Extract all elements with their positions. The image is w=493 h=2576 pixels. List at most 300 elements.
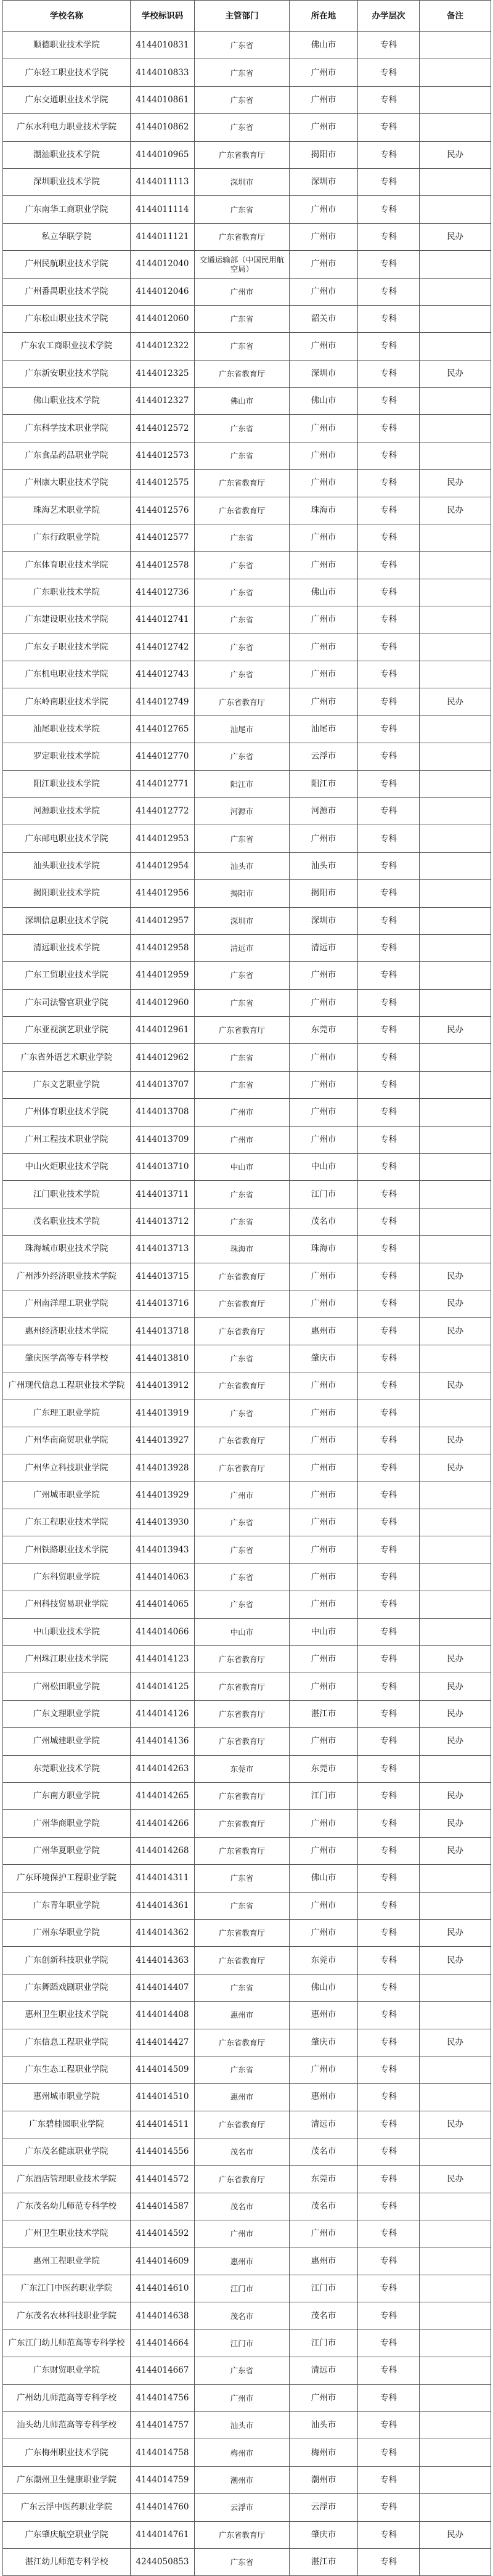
location-cell: 阳江市 [290,770,358,797]
location-cell: 惠州市 [290,1318,358,1345]
location-cell: 广州市 [290,2384,358,2411]
department-cell: 广东省 [195,1181,290,1208]
remark-cell: 民办 [420,223,491,250]
school-code-cell: 4144012960 [131,989,195,1016]
table-row [3,59,491,86]
remark-cell [420,1509,491,1536]
school-code-cell: 4144014063 [131,1563,195,1591]
department-cell: 清远市 [195,934,290,961]
location-cell: 广州市 [290,1099,358,1126]
location-cell: 广州市 [290,524,358,552]
department-cell: 广东省教育厅 [195,1017,290,1044]
table-row [3,1318,491,1345]
remark-cell [420,743,491,770]
school-code-cell: 4144013709 [131,1126,195,1153]
level-cell: 专科 [358,1755,420,1782]
department-cell: 广东省 [195,743,290,770]
school-name-cell: 佛山职业技术学院 [3,388,131,415]
level-cell: 专科 [358,1099,420,1126]
school-code-cell: 4144014758 [131,2439,195,2466]
table-row [3,168,491,195]
remark-cell [420,2411,491,2439]
location-cell: 广州市 [290,278,358,305]
school-name-cell: 广州铁路职业技术学院 [3,1536,131,1563]
department-cell: 广东省教育厅 [195,470,290,497]
school-code-cell: 4144012322 [131,333,195,360]
location-cell: 东莞市 [290,1017,358,1044]
school-code-cell: 4144014587 [131,2193,195,2220]
remark-cell: 民办 [420,1318,491,1345]
school-name-cell: 广东省外语艺术职业学院 [3,1044,131,1071]
department-cell: 广东省教育厅 [195,688,290,715]
remark-cell [420,415,491,442]
location-cell: 广州市 [290,661,358,688]
table-row [3,797,491,825]
location-cell: 潮州市 [290,2466,358,2493]
table-body [3,32,491,2576]
level-cell: 专科 [358,1919,420,1946]
location-cell: 广州市 [290,1044,358,1071]
header-department: 主管部门 [195,1,290,32]
level-cell: 专科 [358,251,420,278]
remark-cell [420,1071,491,1098]
school-name-cell: 广东机电职业技术学院 [3,661,131,688]
department-cell: 佛山市 [195,388,290,415]
table-row [3,1947,491,1974]
location-cell: 肇庆市 [290,2029,358,2056]
level-cell: 专科 [358,1208,420,1235]
remark-cell [420,1208,491,1235]
remark-cell [420,1126,491,1153]
location-cell: 茂名市 [290,2302,358,2329]
remark-cell [420,59,491,86]
location-cell: 广州市 [290,2056,358,2083]
remark-cell [420,2302,491,2329]
table-row [3,1509,491,1536]
location-cell: 江门市 [290,2329,358,2357]
level-cell: 专科 [358,442,420,469]
department-cell: 揭阳市 [195,880,290,907]
level-cell: 专科 [358,86,420,113]
location-cell: 珠海市 [290,1236,358,1263]
school-name-cell: 广东邮电职业技术学院 [3,825,131,852]
location-cell: 揭阳市 [290,141,358,168]
school-code-cell: 4144014311 [131,1865,195,1892]
table-row [3,1563,491,1591]
department-cell: 广东省 [195,59,290,86]
location-cell: 清远市 [290,2357,358,2384]
table-row [3,2466,491,2493]
remark-cell [420,634,491,661]
school-name-cell: 广东新安职业技术学院 [3,360,131,387]
department-cell: 广东省教育厅 [195,1837,290,1864]
header-remark: 备注 [420,1,491,32]
remark-cell [420,251,491,278]
department-cell: 汕头市 [195,2411,290,2439]
level-cell: 专科 [358,934,420,961]
remark-cell [420,1099,491,1126]
school-name-cell: 广东南方职业学院 [3,1783,131,1810]
location-cell: 广州市 [290,223,358,250]
table-row [3,2494,491,2521]
table-row [3,360,491,387]
remark-cell [420,2329,491,2357]
school-name-cell: 广东茂名幼儿师范专科学校 [3,2193,131,2220]
remark-cell [420,579,491,606]
department-cell: 广东省 [195,1071,290,1098]
table-row [3,1263,491,1290]
location-cell: 深圳市 [290,907,358,934]
department-cell: 广东省 [195,1345,290,1372]
level-cell: 专科 [358,715,420,743]
school-name-cell: 广东江门幼儿师范高等专科学校 [3,2329,131,2357]
table-row [3,1181,491,1208]
table-row [3,2166,491,2193]
remark-cell [420,1345,491,1372]
school-code-cell: 4144013930 [131,1509,195,1536]
location-cell: 汕尾市 [290,715,358,743]
department-cell: 广东省 [195,114,290,141]
location-cell: 广州市 [290,114,358,141]
department-cell: 广东省 [195,825,290,852]
department-cell: 广东省 [195,1536,290,1563]
location-cell: 茂名市 [290,2138,358,2166]
location-cell: 广州市 [290,1454,358,1482]
remark-cell [420,2002,491,2029]
department-cell: 广东省教育厅 [195,1673,290,1700]
table-row [3,2193,491,2220]
school-code-cell: 4144014556 [131,2138,195,2166]
location-cell: 湛江市 [290,2548,358,2575]
remark-cell [420,797,491,825]
department-cell: 广东省 [195,989,290,1016]
remark-cell [420,2275,491,2302]
level-cell: 专科 [358,1263,420,1290]
school-code-cell: 4144012772 [131,797,195,825]
school-code-cell: 4144012743 [131,661,195,688]
remark-cell: 民办 [420,1837,491,1864]
level-cell: 专科 [358,333,420,360]
remark-cell [420,333,491,360]
department-cell: 广东省 [195,962,290,989]
location-cell: 东莞市 [290,2166,358,2193]
level-cell: 专科 [358,2384,420,2411]
school-name-cell: 广州华夏职业学院 [3,1837,131,1864]
table-row [3,2329,491,2357]
school-name-cell: 广东女子职业技术学院 [3,634,131,661]
level-cell: 专科 [358,32,420,59]
header-level: 办学层次 [358,1,420,32]
level-cell: 专科 [358,1783,420,1810]
level-cell: 专科 [358,1236,420,1263]
school-code-cell: 4144013710 [131,1154,195,1181]
department-cell: 惠州市 [195,2002,290,2029]
department-cell: 广东省 [195,606,290,634]
level-cell: 专科 [358,497,420,524]
remark-cell [420,2138,491,2166]
school-code-cell: 4144012958 [131,934,195,961]
location-cell: 珠海市 [290,497,358,524]
location-cell: 广州市 [290,634,358,661]
table-row [3,86,491,113]
school-code-cell: 4144011121 [131,223,195,250]
location-cell: 肇庆市 [290,1345,358,1372]
school-name-cell: 罗定职业技术学院 [3,743,131,770]
remark-cell [420,1618,491,1645]
level-cell: 专科 [358,825,420,852]
department-cell: 汕头市 [195,852,290,879]
school-code-cell: 4144012961 [131,1017,195,1044]
school-code-cell: 4144014510 [131,2084,195,2111]
remark-cell [420,907,491,934]
table-row [3,989,491,1016]
table-row [3,1810,491,1837]
level-cell: 专科 [358,634,420,661]
school-code-cell: 4144012576 [131,497,195,524]
table-row [3,1099,491,1126]
location-cell: 广州市 [290,1837,358,1864]
school-name-cell: 广东亚视演艺职业学院 [3,1017,131,1044]
school-code-cell: 4144012954 [131,852,195,879]
level-cell: 专科 [358,168,420,195]
school-code-cell: 4144012957 [131,907,195,934]
remark-cell [420,1755,491,1782]
table-row [3,2029,491,2056]
location-cell: 广州市 [290,1536,358,1563]
table-row [3,825,491,852]
level-cell: 专科 [358,962,420,989]
remark-cell [420,2494,491,2521]
department-cell: 广东省教育厅 [195,1427,290,1454]
school-name-cell: 深圳信息职业技术学院 [3,907,131,934]
table-row [3,2302,491,2329]
level-cell: 专科 [358,1563,420,1591]
school-name-cell: 广东财贸职业学院 [3,2357,131,2384]
school-name-cell: 广州东华职业学院 [3,1919,131,1946]
level-cell: 专科 [358,1618,420,1645]
remark-cell [420,1482,491,1509]
school-name-cell: 汕头职业技术学院 [3,852,131,879]
table-row [3,1591,491,1618]
table-row [3,1290,491,1317]
school-name-cell: 广东舞蹈戏剧职业学院 [3,1974,131,2001]
table-row [3,305,491,332]
level-cell: 专科 [358,141,420,168]
department-cell: 广东省 [195,1509,290,1536]
location-cell: 广州市 [290,1810,358,1837]
department-cell: 江门市 [195,2275,290,2302]
remark-cell: 民办 [420,2521,491,2548]
level-cell: 专科 [358,1071,420,1098]
location-cell: 广州市 [290,442,358,469]
level-cell: 专科 [358,1728,420,1755]
school-name-cell: 广东建设职业技术学院 [3,606,131,634]
department-cell: 惠州市 [195,2084,290,2111]
remark-cell [420,1044,491,1071]
location-cell: 广州市 [290,59,358,86]
table-row [3,962,491,989]
school-code-cell: 4144014065 [131,1591,195,1618]
remark-cell [420,1974,491,2001]
school-name-cell: 广东科学技术职业学院 [3,415,131,442]
location-cell: 河源市 [290,797,358,825]
school-name-cell: 广东江门中医药职业学院 [3,2275,131,2302]
school-name-cell: 广州科技贸易职业学院 [3,1591,131,1618]
location-cell: 广州市 [290,688,358,715]
department-cell: 广东省教育厅 [195,1646,290,1673]
table-row [3,1427,491,1454]
level-cell: 专科 [358,1865,420,1892]
table-row [3,1345,491,1372]
level-cell: 专科 [358,552,420,579]
remark-cell: 民办 [420,360,491,387]
department-cell: 潮州市 [195,2466,290,2493]
department-cell: 梅州市 [195,2439,290,2466]
department-cell: 广东省教育厅 [195,1263,290,1290]
remark-cell: 民办 [420,1372,491,1400]
location-cell: 汕头市 [290,852,358,879]
school-name-cell: 广州城建职业学院 [3,1728,131,1755]
table-row [3,2548,491,2575]
remark-cell [420,606,491,634]
department-cell: 广东省教育厅 [195,1919,290,1946]
department-cell: 广东省教育厅 [195,2029,290,2056]
school-name-cell: 惠州城市职业学院 [3,2084,131,2111]
location-cell: 广州市 [290,1919,358,1946]
location-cell: 佛山市 [290,1974,358,2001]
school-code-cell: 4144012771 [131,770,195,797]
department-cell: 广东省 [195,415,290,442]
level-cell: 专科 [358,2411,420,2439]
header-school-code: 学校标识码 [131,1,195,32]
level-cell: 专科 [358,2357,420,2384]
level-cell: 专科 [358,2138,420,2166]
department-cell: 广东省教育厅 [195,223,290,250]
department-cell: 东莞市 [195,1755,290,1782]
school-name-cell: 广东潮州卫生健康职业学院 [3,2466,131,2493]
school-code-cell: 4144014361 [131,1892,195,1919]
table-row [3,1618,491,1645]
department-cell: 广东省教育厅 [195,2111,290,2138]
location-cell: 广州市 [290,2220,358,2248]
level-cell: 专科 [358,2166,420,2193]
school-name-cell: 湛江幼儿师范专科学校 [3,2548,131,2575]
school-name-cell: 广东茂名健康职业学院 [3,2138,131,2166]
school-code-cell: 4144011113 [131,168,195,195]
location-cell: 广州市 [290,1728,358,1755]
table-row [3,278,491,305]
school-name-cell: 广东生态工程职业学院 [3,2056,131,2083]
table-row [3,497,491,524]
location-cell: 中山市 [290,1618,358,1645]
school-name-cell: 广州松田职业学院 [3,1673,131,1700]
level-cell: 专科 [358,1700,420,1727]
table-row [3,852,491,879]
school-name-cell: 广东松山职业技术学院 [3,305,131,332]
table-row [3,415,491,442]
department-cell: 广东省 [195,1400,290,1427]
location-cell: 江门市 [290,2275,358,2302]
level-cell: 专科 [358,770,420,797]
school-name-cell: 广东肇庆航空职业学院 [3,2521,131,2548]
department-cell: 茂名市 [195,2138,290,2166]
table-row [3,2248,491,2275]
school-code-cell: 4144012770 [131,743,195,770]
department-cell: 中山市 [195,1154,290,1181]
table-row [3,2384,491,2411]
department-cell: 广东省教育厅 [195,1454,290,1482]
table-row [3,1482,491,1509]
location-cell: 云浮市 [290,743,358,770]
school-name-cell: 广州珠江职业技术学院 [3,1646,131,1673]
school-list-table [2,0,491,2576]
location-cell: 广州市 [290,333,358,360]
level-cell: 专科 [358,1454,420,1482]
table-row [3,1974,491,2001]
school-name-cell: 揭阳职业技术学院 [3,880,131,907]
table-row [3,2084,491,2111]
table-row [3,934,491,961]
table-row [3,1017,491,1044]
remark-cell [420,825,491,852]
level-cell: 专科 [358,2220,420,2248]
department-cell: 广东省 [195,333,290,360]
table-row [3,524,491,552]
table-row [3,1865,491,1892]
school-code-cell: 4144014363 [131,1947,195,1974]
remark-cell [420,1563,491,1591]
remark-cell [420,1536,491,1563]
location-cell: 韶关市 [290,305,358,332]
school-code-cell: 4144013810 [131,1345,195,1372]
remark-cell [420,770,491,797]
remark-cell [420,114,491,141]
level-cell: 专科 [358,2494,420,2521]
location-cell: 广州市 [290,552,358,579]
level-cell: 专科 [358,2029,420,2056]
school-name-cell: 广东云浮中医药职业学院 [3,2494,131,2521]
location-cell: 茂名市 [290,2193,358,2220]
remark-cell [420,661,491,688]
remark-cell [420,1591,491,1618]
level-cell: 专科 [358,223,420,250]
remark-cell [420,442,491,469]
department-cell: 广州市 [195,1126,290,1153]
department-cell: 广东省 [195,1865,290,1892]
remark-cell: 民办 [420,1017,491,1044]
table-row [3,2411,491,2439]
level-cell: 专科 [358,1372,420,1400]
level-cell: 专科 [358,1646,420,1673]
school-name-cell: 广东碧桂园职业学院 [3,2111,131,2138]
location-cell: 广州市 [290,1400,358,1427]
school-code-cell: 4144014759 [131,2466,195,2493]
school-name-cell: 广东水利电力职业技术学院 [3,114,131,141]
department-cell: 广东省 [195,1208,290,1235]
school-name-cell: 广东岭南职业技术学院 [3,688,131,715]
level-cell: 专科 [358,360,420,387]
table-row [3,2357,491,2384]
department-cell: 广东省 [195,32,290,59]
remark-cell [420,2220,491,2248]
location-cell: 广州市 [290,1482,358,1509]
school-code-cell: 4144012577 [131,524,195,552]
department-cell: 广东省教育厅 [195,2521,290,2548]
level-cell: 专科 [358,852,420,879]
department-cell: 深圳市 [195,907,290,934]
table-row [3,770,491,797]
department-cell: 阳江市 [195,770,290,797]
